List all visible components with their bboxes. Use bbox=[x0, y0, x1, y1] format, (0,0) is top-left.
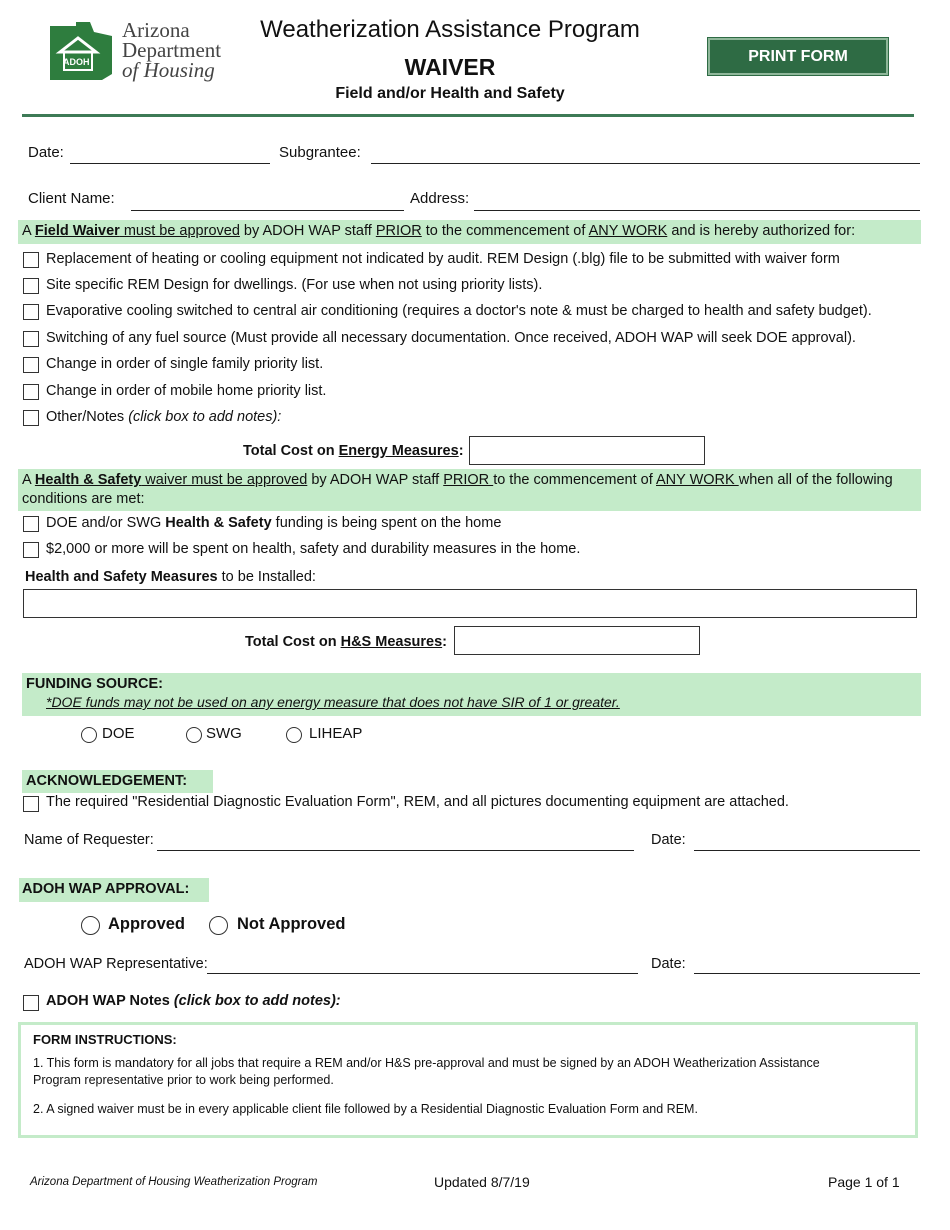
waiver-item-label: Site specific REM Design for dwellings. (For use when not using priority lists). bbox=[46, 277, 543, 293]
requester-label: Name of Requester: bbox=[24, 832, 154, 848]
approval-date-label: Date: bbox=[651, 956, 686, 972]
representative-label: ADOH WAP Representative: bbox=[24, 956, 208, 972]
representative-field[interactable] bbox=[207, 973, 638, 974]
hs-measures-input[interactable] bbox=[23, 589, 917, 618]
approved-label: Approved bbox=[108, 915, 186, 933]
energy-total-input[interactable] bbox=[469, 436, 705, 465]
funding-option-label: DOE bbox=[102, 725, 135, 742]
subgrantee-field[interactable] bbox=[371, 163, 920, 164]
hs-2000-label: $2,000 or more will be spent on health, safety and durability measures in the home. bbox=[46, 541, 581, 557]
waiver-checkbox-fuel-source[interactable] bbox=[23, 331, 39, 347]
ack-checkbox[interactable] bbox=[23, 796, 39, 812]
waiver-item-label: Switching of any fuel source (Must provide all necessary documentation. Once received, ADOH WAP will seek DOE approval). bbox=[46, 330, 856, 346]
approved-radio[interactable] bbox=[81, 916, 100, 935]
subgrantee-label: Subgrantee: bbox=[279, 144, 361, 161]
waiver-checkbox-rem-design[interactable] bbox=[23, 278, 39, 294]
field-waiver-intro: A Field Waiver must be approved by ADOH WAP staff PRIOR to the commencement of ANY WORK and is hereby authorized for: bbox=[22, 223, 856, 239]
print-form-button[interactable]: PRINT FORM bbox=[708, 38, 888, 75]
adoh-logo bbox=[50, 22, 112, 80]
hs-total-label: Total Cost on H&S Measures: bbox=[245, 634, 447, 650]
client-name-field[interactable] bbox=[131, 210, 404, 211]
approval-heading: ADOH WAP APPROVAL: bbox=[22, 881, 190, 897]
wap-notes-label: ADOH WAP Notes (click box to add notes): bbox=[46, 993, 341, 1009]
waiver-checkbox-single-family[interactable] bbox=[23, 357, 39, 373]
waiver-item-label: Change in order of mobile home priority list. bbox=[46, 383, 327, 399]
address-label: Address: bbox=[410, 190, 470, 207]
funding-note: *DOE funds may not be used on any energy measure that does not have SIR of 1 or greater. bbox=[46, 694, 620, 710]
date-label: Date: bbox=[28, 144, 64, 161]
funding-radio-swg[interactable] bbox=[186, 727, 202, 743]
waiver-checkbox-evaporative[interactable] bbox=[23, 304, 39, 320]
footer-org: Arizona Department of Housing Weatherization Program bbox=[30, 1176, 318, 1188]
hs-total-input[interactable] bbox=[454, 626, 700, 655]
date-field[interactable] bbox=[70, 163, 270, 164]
client-name-label: Client Name: bbox=[28, 190, 115, 207]
logo-badge: ADOH bbox=[63, 57, 90, 67]
instruction-2: 2. A signed waiver must be in every applicable client file followed by a Residential Diagnostic Evaluation Form and REM. bbox=[33, 1102, 698, 1116]
hs-waiver-intro-line2: conditions are met: bbox=[22, 491, 145, 507]
form-subtitle: Field and/or Health and Safety bbox=[335, 85, 565, 102]
other-notes-label: Other/Notes (click box to add notes): bbox=[46, 409, 282, 425]
program-title: Weatherization Assistance Program bbox=[260, 16, 640, 43]
hs-waiver-intro: A Health & Safety waiver must be approved by ADOH WAP staff PRIOR to the commencement of ANY WORK when all of the following bbox=[22, 472, 893, 488]
funding-radio-doe[interactable] bbox=[81, 727, 97, 743]
funding-heading: FUNDING SOURCE: bbox=[26, 676, 163, 692]
approval-date-field[interactable] bbox=[694, 973, 920, 974]
waiver-item-label: Replacement of heating or cooling equipment not indicated by audit. REM Design (.blg) file to be submitted with waiver form bbox=[46, 251, 840, 267]
hs-checkbox-funding[interactable] bbox=[23, 516, 39, 532]
waiver-checkbox-mobile-home[interactable] bbox=[23, 384, 39, 400]
not-approved-radio[interactable] bbox=[209, 916, 228, 935]
waiver-checkbox-replacement[interactable] bbox=[23, 252, 39, 268]
waiver-item-label: Change in order of single family priority list. bbox=[46, 356, 324, 372]
waiver-item-label: Evaporative cooling switched to central air conditioning (requires a doctor's note & must be charged to health and safety budget). bbox=[46, 303, 872, 319]
footer-page: Page 1 of 1 bbox=[828, 1174, 900, 1190]
hs-checkbox-2000[interactable] bbox=[23, 542, 39, 558]
house-logo-icon bbox=[50, 22, 112, 80]
footer-updated: Updated 8/7/19 bbox=[434, 1174, 530, 1190]
form-title: WAIVER bbox=[404, 54, 496, 80]
ack-item-label: The required "Residential Diagnostic Evaluation Form", REM, and all pictures documenting equipment are attached. bbox=[46, 794, 789, 810]
instruction-1-line1: 1. This form is mandatory for all jobs that require a REM and/or H&S pre-approval and must be signed by an ADOH Weatherization Assistance bbox=[33, 1056, 820, 1070]
funding-option-label: SWG bbox=[206, 725, 242, 742]
hs-funding-label: DOE and/or SWG Health & Safety funding is being spent on the home bbox=[46, 515, 502, 531]
funding-option-label: LIHEAP bbox=[309, 725, 363, 742]
address-field[interactable] bbox=[474, 210, 920, 211]
not-approved-label: Not Approved bbox=[237, 915, 346, 933]
instructions-heading: FORM INSTRUCTIONS: bbox=[33, 1032, 177, 1047]
requester-date-field[interactable] bbox=[694, 850, 920, 851]
requester-date-label: Date: bbox=[651, 832, 686, 848]
logo-wordmark: Arizona Department of Housing bbox=[122, 18, 222, 82]
hs-measures-label: Health and Safety Measures to be Installed: bbox=[25, 569, 316, 585]
instruction-1-line2: Program representative prior to work being performed. bbox=[33, 1073, 334, 1087]
requester-field[interactable] bbox=[157, 850, 634, 851]
ack-heading: ACKNOWLEDGEMENT: bbox=[26, 773, 188, 789]
waiver-checkbox-other[interactable] bbox=[23, 410, 39, 426]
energy-total-label: Total Cost on Energy Measures: bbox=[243, 443, 464, 459]
wap-notes-checkbox[interactable] bbox=[23, 995, 39, 1011]
funding-radio-liheap[interactable] bbox=[286, 727, 302, 743]
header-divider bbox=[22, 114, 914, 117]
